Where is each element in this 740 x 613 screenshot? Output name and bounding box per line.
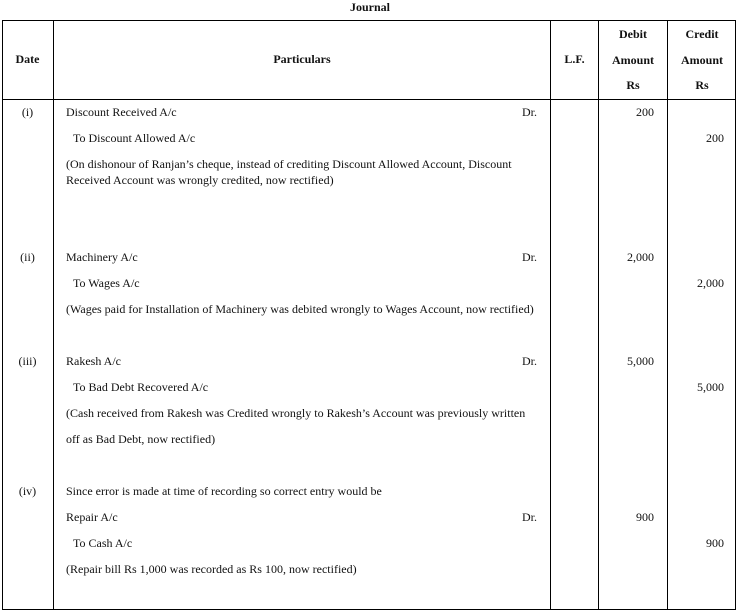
entry-credit-amount: 200 [706,131,724,145]
header-debit-line2: Amount [611,53,654,67]
entry-credit-amount: 900 [706,536,724,550]
entry-narration: (On dishonour of Ranjan’s cheque, instead of crediting Discount Allowed Account, Discount Received Account was wrongly credited, now rectified) [66,157,512,187]
entry-debit-amount: 2,000 [627,250,654,264]
entry-debit-amount: 200 [636,105,654,119]
entry-date: (iii) [18,354,37,368]
header-particulars: Particulars [273,52,331,66]
entry-credit-account: To Discount Allowed A/c [73,131,196,145]
entry-credit-amount: 2,000 [697,276,724,290]
entry-credit-account: To Cash A/c [73,536,133,550]
entry-narration: (Repair bill Rs 1,000 was recorded as Rs 100, now rectified) [66,562,357,576]
divider-particulars [550,20,551,610]
entry-debit-account: Discount Received A/c [66,105,177,119]
entry-date: (ii) [20,250,35,264]
entry-date: (i) [21,105,34,119]
header-credit-line1: Credit [685,27,719,41]
entry-narration-line2: off as Bad Debt, now rectified) [66,432,216,446]
header-date: Date [15,52,40,66]
header-debit-line3: Rs [626,78,640,92]
entry-dr-label: Dr. [522,510,537,524]
entry-credit-account: To Bad Debt Recovered A/c [73,380,209,394]
divider-debit [667,20,668,610]
entry-dr-label: Dr. [522,105,537,119]
entry-debit-account: Rakesh A/c [66,354,121,368]
entry-credit-amount: 5,000 [697,380,724,394]
header-divider [2,99,736,100]
entry-debit-amount: 5,000 [627,354,654,368]
header-debit-line1: Debit [619,27,647,41]
entry-debit-account: Machinery A/c [66,250,138,264]
header-lf: L.F. [564,52,585,66]
entry-narration-line1: (Cash received from Rakesh was Credited wrongly to Rakesh’s Account was previously written [66,406,526,420]
entry-date: (iv) [18,484,37,498]
header-credit-line2: Amount [680,53,723,67]
entry-narration: (Wages paid for Installation of Machinery was debited wrongly to Wages Account, now rectified) [66,302,534,316]
divider-date [53,20,54,610]
entry-debit-amount: 900 [636,510,654,524]
entry-debit-account: Repair A/c [66,510,118,524]
entry-note: Since error is made at time of recording so correct entry would be [66,484,382,498]
entry-credit-account: To Wages A/c [73,276,140,290]
entry-dr-label: Dr. [522,250,537,264]
header-credit-line3: Rs [695,78,709,92]
journal-title: Journal [349,0,390,14]
entry-dr-label: Dr. [522,354,537,368]
